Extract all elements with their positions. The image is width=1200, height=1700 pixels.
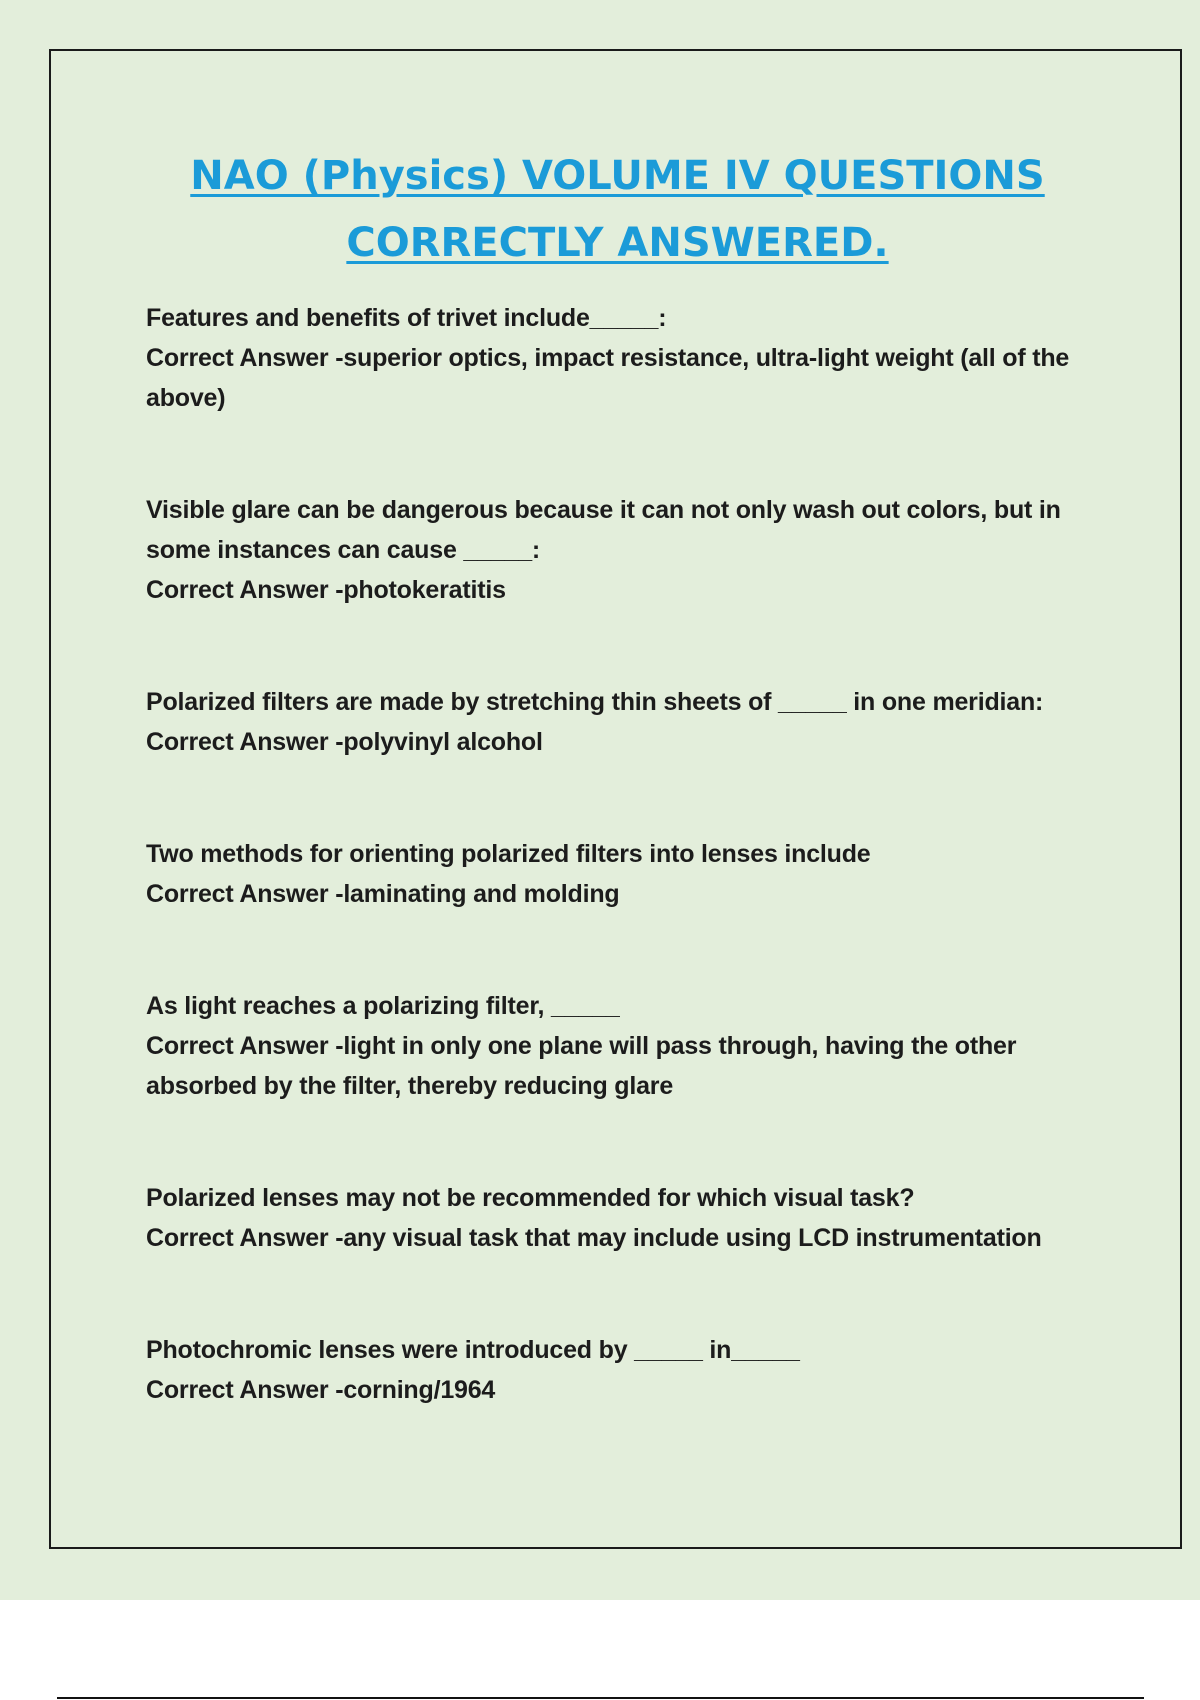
answer-text: Correct Answer -laminating and molding — [146, 880, 620, 908]
answer-text: Correct Answer -light in only one plane will pass through, having the other absorbed by the filter, thereby reducing glare — [146, 1032, 1017, 1100]
question-text: Visible glare can be dangerous because it can not only wash out colors, but in some instances can cause _____: — [146, 496, 1061, 564]
answer-text: Correct Answer -photokeratitis — [146, 576, 506, 604]
qa-item-7 — [146, 1330, 1106, 1410]
question-text: Polarized lenses may not be recommended for which visual task? — [146, 1184, 915, 1212]
answer-text: Correct Answer -corning/1964 — [146, 1376, 496, 1404]
question-text: Photochromic lenses were introduced by _____ in_____ — [146, 1336, 800, 1364]
footer-rule — [57, 1697, 1144, 1699]
qa-item-6 — [146, 1178, 1106, 1258]
title-line-2: CORRECTLY ANSWERED. — [346, 220, 889, 266]
answer-text: Correct Answer -polyvinyl alcohol — [146, 728, 543, 756]
qa-item-2 — [146, 490, 1106, 610]
question-text: Features and benefits of trivet include_____: — [146, 304, 667, 332]
title-line-1: NAO (Physics) VOLUME IV QUESTIONS — [190, 153, 1045, 199]
answer-text: Correct Answer -superior optics, impact resistance, ultra-light weight (all of the above) — [146, 344, 1070, 412]
question-text: As light reaches a polarizing filter, _____ — [146, 992, 620, 1020]
qa-item-1 — [146, 298, 1106, 418]
qa-item-3 — [146, 682, 1106, 762]
qa-item-4 — [146, 834, 1106, 914]
qa-item-5 — [146, 986, 1106, 1106]
question-text: Polarized filters are made by stretching thin sheets of _____ in one meridian: — [146, 688, 1044, 716]
document-title — [60, 143, 1175, 277]
question-text: Two methods for orienting polarized filters into lenses include — [146, 840, 871, 868]
answer-text: Correct Answer -any visual task that may include using LCD instrumentation — [146, 1224, 1042, 1252]
